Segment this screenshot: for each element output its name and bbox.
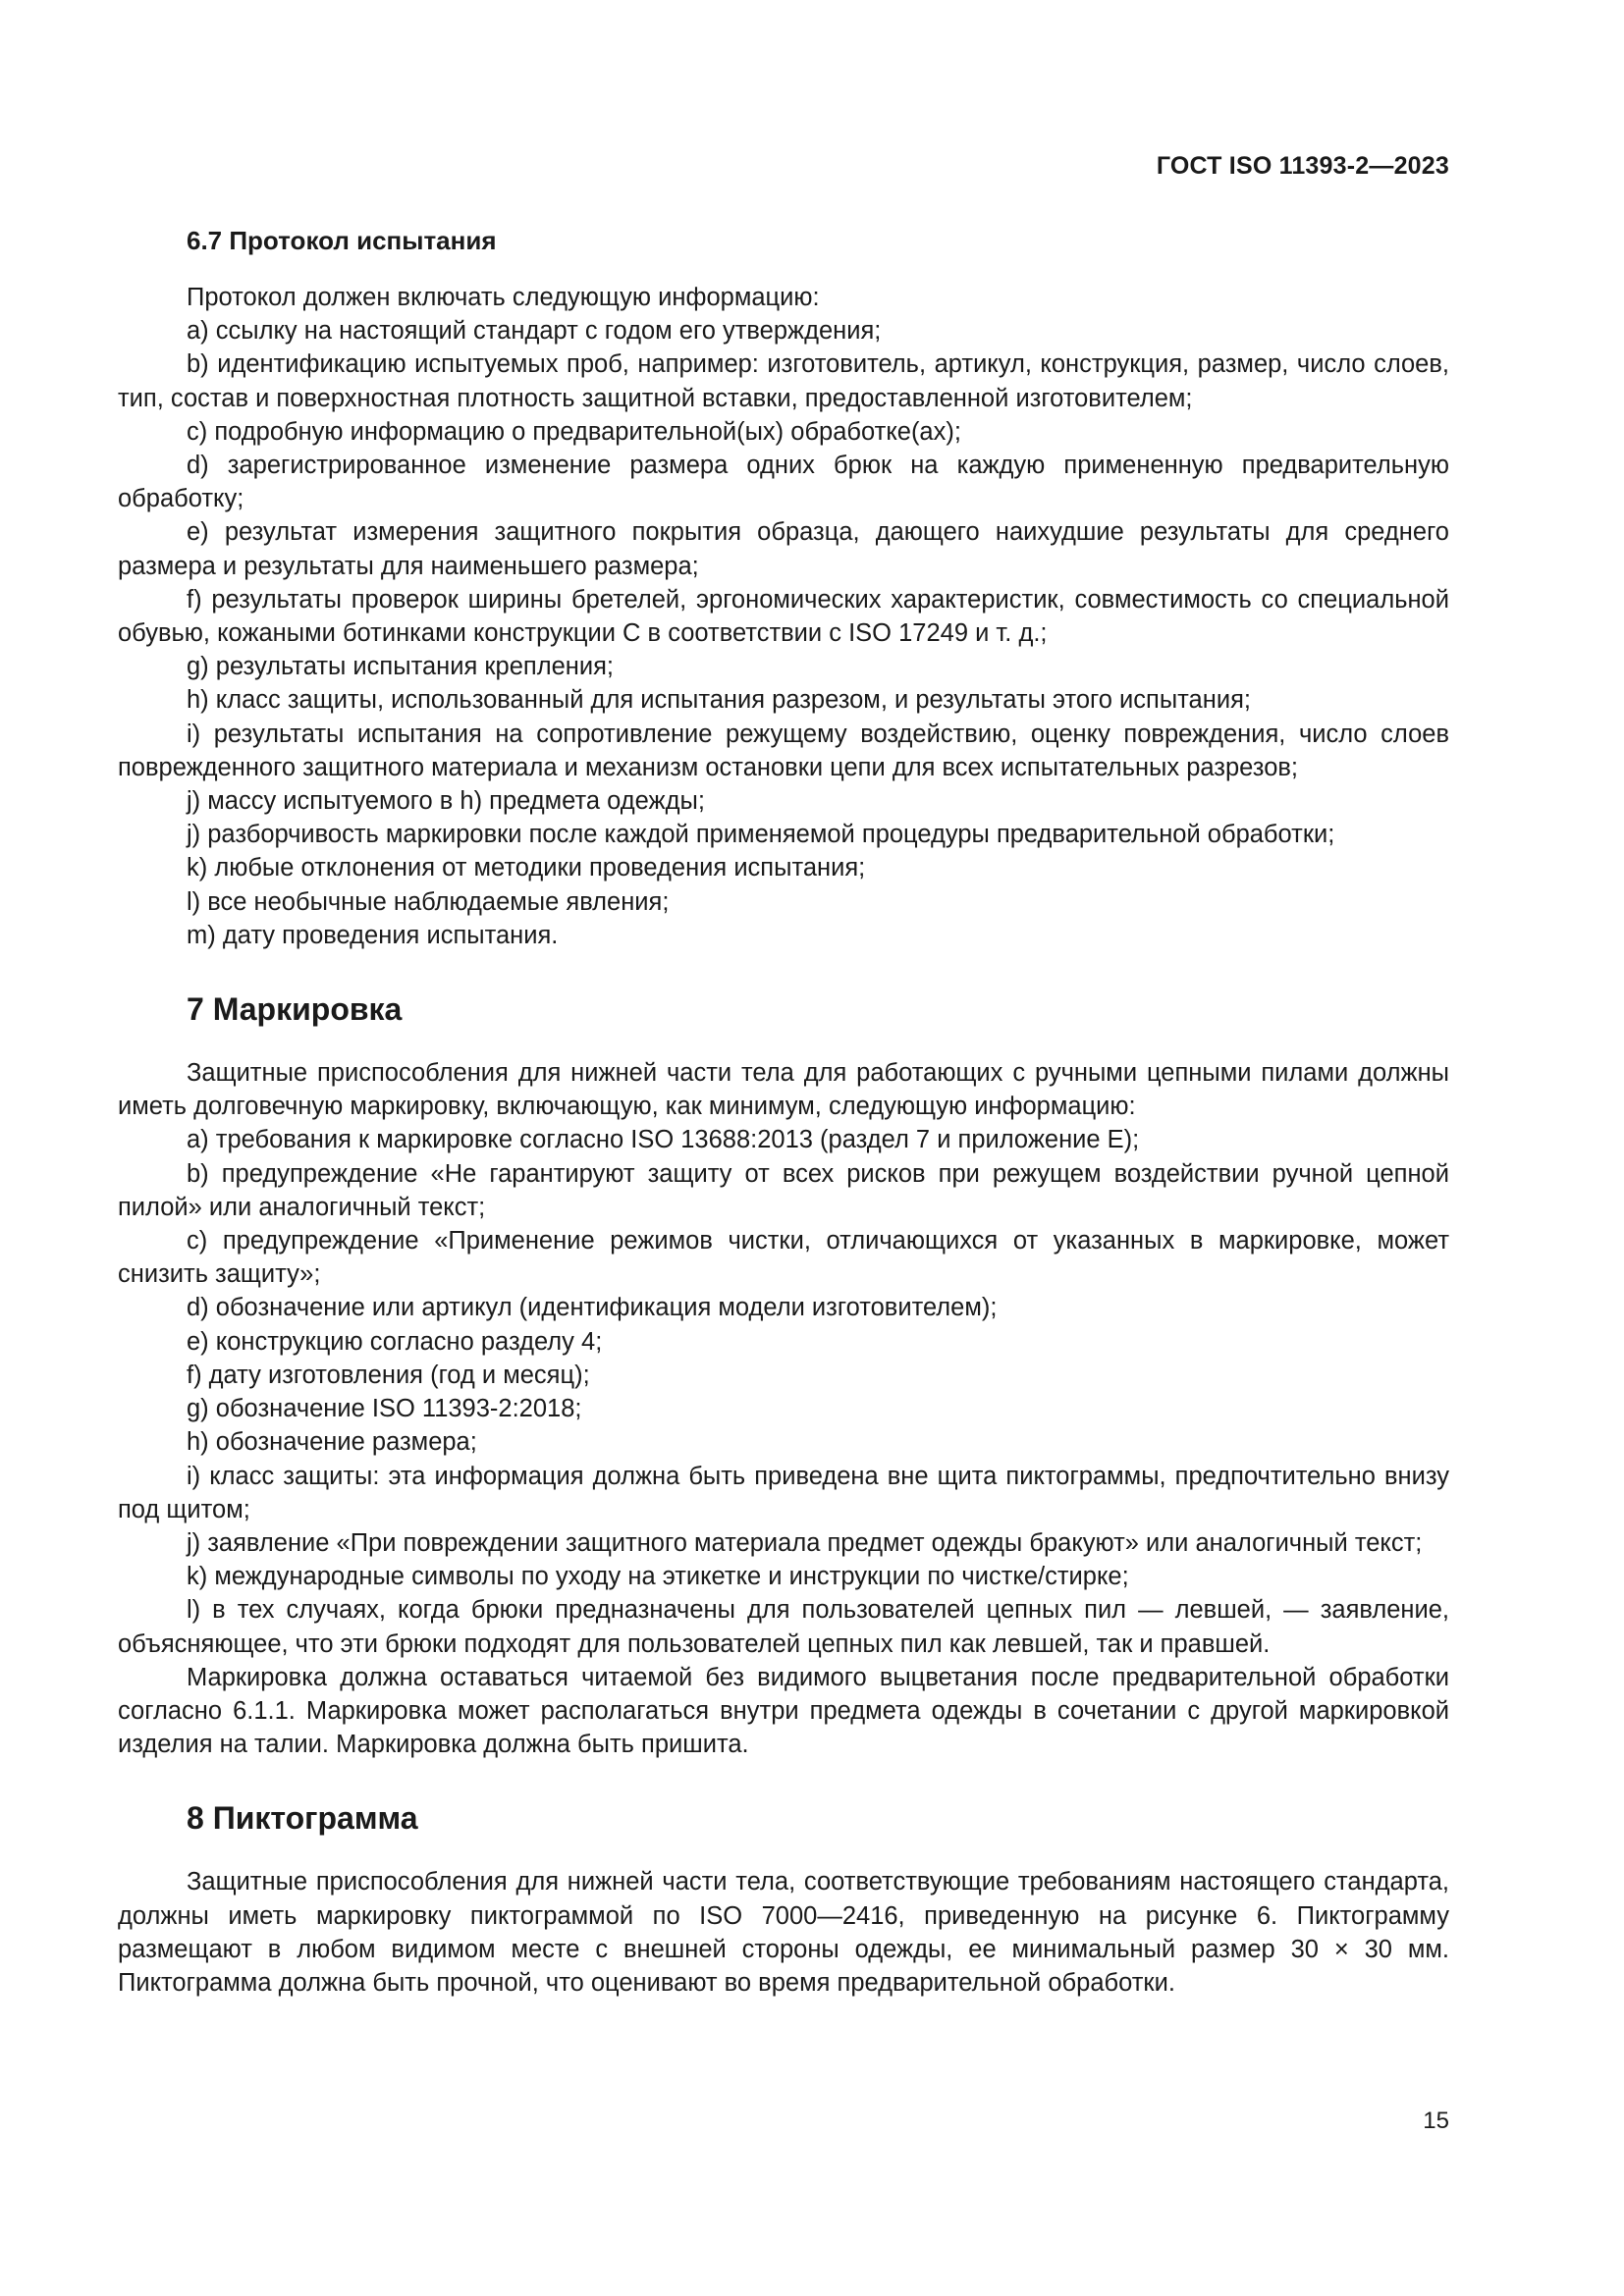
list-item: c) предупреждение «Применение режимов чистки, отличающихся от указанных в маркировке, может снизить защиту»; — [118, 1227, 1449, 1289]
list-item: l) в тех случаях, когда брюки предназначены для пользователей цепных пил — левшей, — заявление, объясняющее, что эти брюки подходят для пользователей цепных пил как левшей, так и правшей. — [118, 1596, 1449, 1658]
list-item: f) результаты проверок ширины бретелей, эргономических характеристик, совместимость со специальной обувью, кожаными ботинками конструкции С в соответствии с ISO 17249 и т. д.; — [118, 585, 1449, 648]
list-item: h) класс защиты, использованный для испытания разрезом, и результаты этого испытания; — [187, 686, 1251, 715]
section-8 — [118, 1798, 1449, 2000]
list-item: b) идентификацию испытуемых проб, например: изготовитель, артикул, конструкция, размер, число слоев, тип, состав и поверхностная плотность защитной вставки, предоставленной изготовителем; — [118, 350, 1449, 412]
paragraph: Защитные приспособления для нижней части тела, соответствующие требованиям настоящего стандарта, должны иметь маркировку пиктограммой по ISO 7000—2416, приведенную на рисунке 6. Пиктограмму размещают в любом видимом месте с внешней стороны одежды, ее минимальный размер 30 × 30 мм. Пиктограмма должна быть прочной, что оценивают во время предварительной обработки. — [118, 1868, 1449, 1997]
section-7 — [118, 989, 1449, 1761]
list-item: m) дату проведения испытания. — [187, 921, 559, 949]
page-content — [118, 224, 1449, 2000]
list-item: g) обозначение ISO 11393-2:2018; — [187, 1395, 582, 1423]
list-item: i) результаты испытания на сопротивление режущему воздействию, оценку повреждения, число слоев поврежденного защитного материала и механизм остановки цепи для всех испытательных разрезов; — [118, 720, 1449, 781]
list-item: j) разборчивость маркировки после каждой применяемой процедуры предварительной обработки; — [187, 821, 1335, 849]
list-item: g) результаты испытания крепления; — [187, 653, 614, 681]
paragraph: Защитные приспособления для нижней части тела для работающих с ручными цепными пилами должны иметь долговечную маркировку, включающую, как минимум, следующую информацию: — [118, 1059, 1449, 1121]
section-6-7 — [118, 224, 1449, 952]
list-item: d) зарегистрированное изменение размера одних брюк на каждую примененную предварительную обработку; — [118, 452, 1449, 513]
list-item: l) все необычные наблюдаемые явления; — [187, 887, 670, 916]
document-code: ГОСТ ISO 11393-2—2023 — [1156, 152, 1449, 180]
list-item: j) заявление «При повреждении защитного материала предмет одежды бракуют» или аналогичный текст; — [187, 1528, 1423, 1557]
section-7-heading: 7 Маркировка — [187, 991, 403, 1028]
list-item: k) международные символы по уходу на этикетке и инструкции по чистке/стирке; — [187, 1563, 1129, 1591]
list-item: f) дату изготовления (год и месяц); — [187, 1361, 590, 1389]
section-6-7-heading: 6.7 Протокол испытания — [187, 226, 497, 255]
section-8-heading: 8 Пиктограмма — [187, 1800, 418, 1837]
paragraph: Маркировка должна оставаться читаемой без видимого выцветания после предварительной обработки согласно 6.1.1. Маркировка может располагаться внутри предмета одежды в сочетании с другой маркировкой изделия на талии. Маркировка должна быть пришита. — [118, 1663, 1449, 1759]
list-item: b) предупреждение «Не гарантируют защиту от всех рисков при режущем воздействии ручной цепной пилой» или аналогичный текст; — [118, 1159, 1449, 1221]
paragraph: Протокол должен включать следующую информацию: — [187, 284, 820, 311]
list-item: h) обозначение размера; — [187, 1428, 477, 1457]
list-item: k) любые отклонения от методики проведения испытания; — [187, 854, 866, 882]
list-item: a) требования к маркировке согласно ISO 13688:2013 (раздел 7 и приложение Е); — [187, 1126, 1140, 1154]
list-item: e) конструкцию согласно разделу 4; — [187, 1327, 603, 1356]
list-item: j) массу испытуемого в h) предмета одежды; — [187, 787, 705, 816]
page-number: 15 — [1423, 2108, 1449, 2134]
list-item: a) ссылку на настоящий стандарт с годом его утверждения; — [187, 317, 882, 346]
list-item: c) подробную информацию о предварительной(ых) обработке(ах); — [187, 417, 961, 446]
list-item: d) обозначение или артикул (идентификация модели изготовителем); — [187, 1294, 998, 1322]
list-item: e) результат измерения защитного покрытия образца, дающего наихудшие результаты для среднего размера и результаты для наименьшего размера; — [118, 518, 1449, 580]
list-item: i) класс защиты: эта информация должна быть приведена вне щита пиктограммы, предпочтительно внизу под щитом; — [118, 1462, 1449, 1523]
